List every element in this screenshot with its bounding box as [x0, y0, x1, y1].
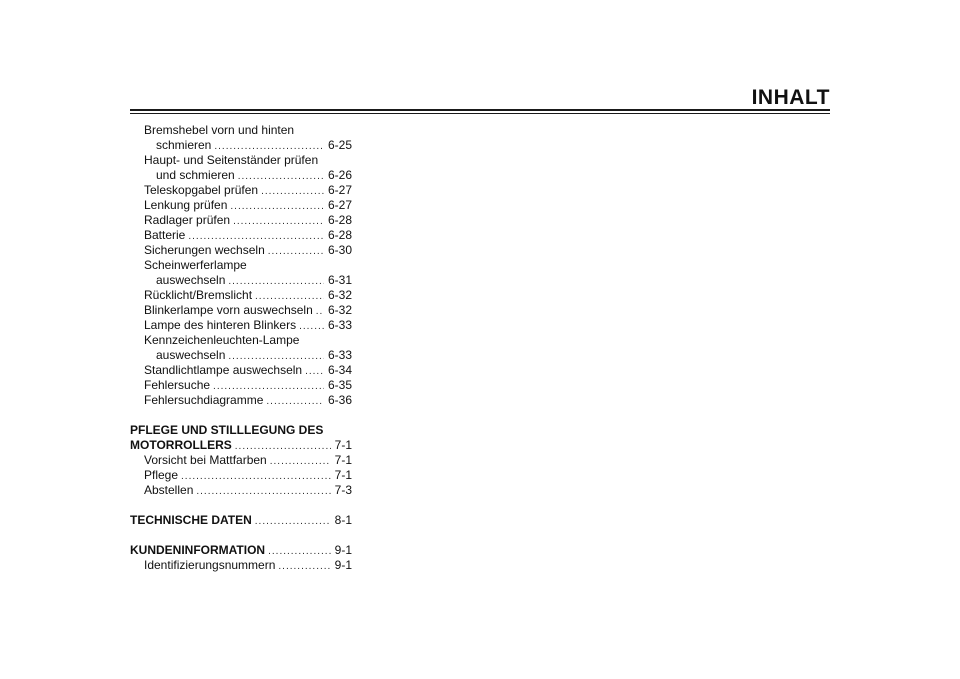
toc-page-ref: 6-35	[327, 378, 352, 392]
section-gap	[130, 528, 352, 543]
toc-entry[interactable]	[130, 483, 352, 498]
toc-leader	[305, 364, 324, 379]
toc-page-ref: 6-30	[327, 243, 352, 257]
toc-entry-label: Lenkung prüfen	[144, 198, 228, 212]
toc-entry[interactable]	[130, 168, 352, 183]
toc-leader	[316, 304, 324, 319]
toc-entry-label: Vorsicht bei Mattfarben	[144, 453, 267, 467]
toc-entry[interactable]	[130, 213, 352, 228]
toc-leader	[233, 214, 324, 229]
toc-page-ref: 8-1	[334, 513, 352, 527]
toc-leader	[268, 544, 331, 559]
header-rule-thin	[130, 113, 830, 114]
toc-chapter[interactable]	[130, 543, 352, 558]
toc-entry[interactable]	[130, 453, 352, 468]
toc-entry-label: Kennzeichenleuchten-Lampe	[144, 333, 300, 347]
toc-entry-label: Radlager prüfen	[144, 213, 231, 227]
toc-entry[interactable]	[130, 333, 352, 348]
toc-chapter[interactable]	[130, 513, 352, 528]
toc-leader	[299, 319, 324, 334]
toc-entry[interactable]	[130, 228, 352, 243]
toc-chapter[interactable]	[130, 423, 352, 438]
toc-page-ref: 6-31	[327, 273, 352, 287]
section-gap	[130, 498, 352, 513]
toc-leader	[230, 199, 324, 214]
toc-leader	[228, 349, 324, 364]
toc-page-ref: 6-34	[327, 363, 352, 377]
toc-leader	[188, 229, 324, 244]
toc-entry-label: Batterie	[144, 228, 186, 242]
toc-chapter-label: MOTORROLLERS	[130, 438, 232, 452]
toc-entry-label: Bremshebel vorn und hinten	[144, 123, 295, 137]
toc-entry-label: Sicherungen wechseln	[144, 243, 265, 257]
toc-leader	[214, 139, 324, 154]
toc-entry-label: Fehlersuchdiagramme	[144, 393, 264, 407]
toc-entry[interactable]	[130, 138, 352, 153]
toc-leader	[235, 439, 331, 454]
toc-entry[interactable]	[130, 123, 352, 138]
toc-page-ref: 6-28	[327, 228, 352, 242]
toc-entry[interactable]	[130, 303, 352, 318]
toc-entry[interactable]	[130, 348, 352, 363]
toc-leader	[196, 484, 330, 499]
section-gap	[130, 408, 352, 423]
toc-entry[interactable]	[130, 468, 352, 483]
toc-leader	[266, 394, 324, 409]
toc-page-ref: 6-25	[327, 138, 352, 152]
toc-page-ref: 6-27	[327, 183, 352, 197]
toc-leader	[255, 289, 324, 304]
toc-leader	[278, 559, 330, 574]
toc-entry[interactable]	[130, 258, 352, 273]
header-rule	[130, 109, 830, 111]
toc-page-ref: 6-32	[327, 303, 352, 317]
toc-chapter-label: TECHNISCHE DATEN	[130, 513, 252, 527]
toc-entry[interactable]	[130, 243, 352, 258]
toc-entry-label: auswechseln	[156, 273, 226, 287]
toc-entry[interactable]	[130, 318, 352, 333]
toc-entry-label: Fehlersuche	[144, 378, 211, 392]
toc-entry-label: Lampe des hinteren Blinkers	[144, 318, 297, 332]
toc-entry-label: Identifizierungsnummern	[144, 558, 276, 572]
toc-entry-label: Rücklicht/Bremslicht	[144, 288, 253, 302]
toc-page-ref: 9-1	[334, 543, 352, 557]
toc-entry-label: und schmieren	[156, 168, 235, 182]
toc-entry[interactable]	[130, 393, 352, 408]
toc-leader	[261, 184, 324, 199]
toc-chapter-label: PFLEGE UND STILLLEGUNG DES	[130, 423, 324, 437]
toc-entry-label: Abstellen	[144, 483, 194, 497]
toc-leader	[268, 244, 324, 259]
toc-leader	[255, 514, 331, 529]
toc-page-ref: 6-33	[327, 348, 352, 362]
toc-entry-label: auswechseln	[156, 348, 226, 362]
toc-page-ref: 6-27	[327, 198, 352, 212]
toc-entry-label: Standlichtlampe auswechseln	[144, 363, 303, 377]
toc-leader	[238, 169, 324, 184]
toc-page-ref: 6-33	[327, 318, 352, 332]
table-of-contents	[130, 123, 352, 573]
toc-leader	[228, 274, 324, 289]
toc-entry-label: Teleskopgabel prüfen	[144, 183, 259, 197]
toc-page-ref: 6-36	[327, 393, 352, 407]
toc-entry[interactable]	[130, 558, 352, 573]
toc-leader	[181, 469, 331, 484]
toc-entry[interactable]	[130, 153, 352, 168]
toc-entry[interactable]	[130, 198, 352, 213]
toc-page-ref: 7-1	[334, 468, 352, 482]
toc-chapter-label: KUNDENINFORMATION	[130, 543, 266, 557]
toc-entry[interactable]	[130, 183, 352, 198]
toc-page-ref: 6-32	[327, 288, 352, 302]
toc-leader	[213, 379, 324, 394]
toc-page-ref: 7-1	[334, 438, 352, 452]
toc-entry[interactable]	[130, 363, 352, 378]
toc-entry-label: Haupt- und Seitenständer prüfen	[144, 153, 319, 167]
toc-entry[interactable]	[130, 378, 352, 393]
toc-leader	[270, 454, 331, 469]
toc-page-ref: 6-26	[327, 168, 352, 182]
toc-page-ref: 7-3	[334, 483, 352, 497]
toc-entry-label: schmieren	[156, 138, 212, 152]
toc-entry-label: Blinkerlampe vorn auswechseln	[144, 303, 313, 317]
toc-entry-label: Pflege	[144, 468, 179, 482]
page-title: INHALT	[751, 86, 830, 109]
toc-entry-label: Scheinwerferlampe	[144, 258, 247, 272]
toc-page-ref: 6-28	[327, 213, 352, 227]
toc-page-ref: 9-1	[334, 558, 352, 572]
toc-entry[interactable]	[130, 288, 352, 303]
toc-entry[interactable]	[130, 273, 352, 288]
toc-chapter[interactable]	[130, 438, 352, 453]
toc-page-ref: 7-1	[334, 453, 352, 467]
